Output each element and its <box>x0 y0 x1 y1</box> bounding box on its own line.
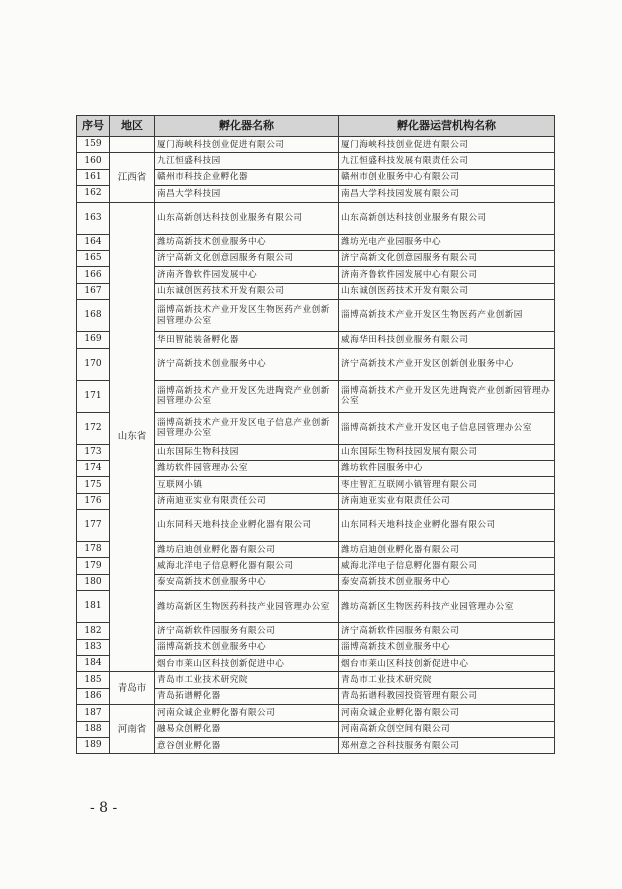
table-row <box>77 153 555 169</box>
row-index: 180 <box>77 574 110 590</box>
operator-name: 淄博高新技术产业开发区先进陶瓷产业创新园管理办公室 <box>339 380 555 412</box>
row-index: 177 <box>77 510 110 542</box>
operator-name: 济南迪亚实业有限责任公司 <box>339 493 555 509</box>
operator-name: 河南众诚企业孵化器有限公司 <box>339 705 555 721</box>
incubator-name: 河南众诚企业孵化器有限公司 <box>155 705 339 721</box>
row-index: 167 <box>77 283 110 299</box>
operator-name: 厦门海峡科技创业促进有限公司 <box>339 137 555 153</box>
incubator-name: 济宁高新文化创意园服务有限公司 <box>155 250 339 266</box>
operator-name: 淄博高新技术产业开发区生物医药产业创新园 <box>339 300 555 332</box>
header-operator-name: 孵化器运营机构名称 <box>339 116 555 137</box>
operator-name: 淄博高新技术产业开发区电子信息园管理办公室 <box>339 412 555 444</box>
row-region: 河南省 <box>110 705 155 754</box>
row-index: 184 <box>77 656 110 672</box>
row-index: 171 <box>77 380 110 412</box>
row-index: 186 <box>77 688 110 704</box>
operator-name: 潍坊光电产业园服务中心 <box>339 234 555 250</box>
row-index: 164 <box>77 234 110 250</box>
incubator-table-container <box>76 115 554 754</box>
incubator-name: 济南迪亚实业有限责任公司 <box>155 493 339 509</box>
operator-name: 枣庄智汇互联网小镇管理有限公司 <box>339 477 555 493</box>
row-index: 162 <box>77 186 110 202</box>
table-row <box>77 202 555 234</box>
row-index: 168 <box>77 300 110 332</box>
table-header-row <box>77 116 555 137</box>
incubator-name: 济南齐鲁软件园发展中心 <box>155 267 339 283</box>
operator-name: 济宁高新技术产业开发区创新创业服务中心 <box>339 348 555 380</box>
operator-name: 泰安高新技术创业服务中心 <box>339 574 555 590</box>
incubator-name: 华田智能装备孵化器 <box>155 332 339 348</box>
incubator-name: 泰安高新技术创业服务中心 <box>155 574 339 590</box>
operator-name: 威海华田科技创业服务有限公司 <box>339 332 555 348</box>
operator-name: 山东国际生物科技园发展有限公司 <box>339 444 555 460</box>
incubator-name: 烟台市莱山区科技创新促进中心 <box>155 656 339 672</box>
operator-name: 青岛拓谱科教园投资管理有限公司 <box>339 688 555 704</box>
row-index: 170 <box>77 348 110 380</box>
incubator-name: 融易众创孵化器 <box>155 721 339 737</box>
operator-name: 山东同科天地科技企业孵化器有限公司 <box>339 510 555 542</box>
table-row <box>77 672 555 688</box>
operator-name: 济宁高新软件园服务有限公司 <box>339 623 555 639</box>
incubator-name: 济宁高新软件园服务有限公司 <box>155 623 339 639</box>
incubator-name: 意谷创业孵化器 <box>155 737 339 753</box>
operator-name: 潍坊高新区生物医药科技产业园管理办公室 <box>339 591 555 623</box>
incubator-name: 淄博高新技术创业服务中心 <box>155 639 339 655</box>
row-index: 166 <box>77 267 110 283</box>
incubator-table <box>76 115 555 754</box>
incubator-name: 潍坊软件园管理办公室 <box>155 460 339 476</box>
row-region <box>110 137 155 153</box>
incubator-name: 济宁高新技术创业服务中心 <box>155 348 339 380</box>
incubator-name: 厦门海峡科技创业促进有限公司 <box>155 137 339 153</box>
row-index: 179 <box>77 558 110 574</box>
row-index: 176 <box>77 493 110 509</box>
row-region: 青岛市 <box>110 672 155 705</box>
row-index: 159 <box>77 137 110 153</box>
operator-name: 青岛市工业技术研究院 <box>339 672 555 688</box>
operator-name: 济南齐鲁软件园发展中心有限公司 <box>339 267 555 283</box>
incubator-name: 淄博高新技术产业开发区先进陶瓷产业创新园管理办公室 <box>155 380 339 412</box>
incubator-name: 威海北洋电子信息孵化器有限公司 <box>155 558 339 574</box>
incubator-name: 九江恒盛科技园 <box>155 153 339 169</box>
operator-name: 山东高新创达科技创业服务有限公司 <box>339 202 555 234</box>
operator-name: 南昌大学科技园发展有限公司 <box>339 186 555 202</box>
incubator-name: 赣州市科技企业孵化器 <box>155 169 339 185</box>
row-index: 181 <box>77 591 110 623</box>
row-index: 189 <box>77 737 110 753</box>
operator-name: 潍坊软件园服务中心 <box>339 460 555 476</box>
incubator-name: 山东诚创医药技术开发有限公司 <box>155 283 339 299</box>
table-body <box>77 137 555 754</box>
operator-name: 赣州市创业服务中心有限公司 <box>339 169 555 185</box>
operator-name: 河南高新众创空间有限公司 <box>339 721 555 737</box>
header-incubator-name: 孵化器名称 <box>155 116 339 137</box>
operator-name: 潍坊启迪创业孵化器有限公司 <box>339 542 555 558</box>
row-index: 160 <box>77 153 110 169</box>
incubator-name: 山东国际生物科技园 <box>155 444 339 460</box>
incubator-name: 山东高新创达科技创业服务有限公司 <box>155 202 339 234</box>
header-region: 地区 <box>110 116 155 137</box>
operator-name: 烟台市莱山区科技创新促进中心 <box>339 656 555 672</box>
operator-name: 威海北洋电子信息孵化器有限公司 <box>339 558 555 574</box>
incubator-name: 淄博高新技术产业开发区生物医药产业创新园管理办公室 <box>155 300 339 332</box>
row-index: 161 <box>77 169 110 185</box>
incubator-name: 青岛拓谱孵化器 <box>155 688 339 704</box>
incubator-name: 南昌大学科技园 <box>155 186 339 202</box>
row-index: 172 <box>77 412 110 444</box>
incubator-name: 淄博高新技术产业开发区电子信息产业创新园管理办公室 <box>155 412 339 444</box>
table-row <box>77 705 555 721</box>
row-index: 178 <box>77 542 110 558</box>
page-number: - 8 - <box>90 800 118 816</box>
row-index: 183 <box>77 639 110 655</box>
incubator-name: 潍坊启迪创业孵化器有限公司 <box>155 542 339 558</box>
incubator-name: 潍坊高新区生物医药科技产业园管理办公室 <box>155 591 339 623</box>
incubator-name: 潍坊高新技术创业服务中心 <box>155 234 339 250</box>
row-index: 188 <box>77 721 110 737</box>
row-index: 173 <box>77 444 110 460</box>
incubator-name: 青岛市工业技术研究院 <box>155 672 339 688</box>
incubator-name: 山东同科天地科技企业孵化器有限公司 <box>155 510 339 542</box>
row-index: 169 <box>77 332 110 348</box>
operator-name: 济宁高新文化创意园服务有限公司 <box>339 250 555 266</box>
operator-name: 山东诚创医药技术开发有限公司 <box>339 283 555 299</box>
row-region: 江西省 <box>110 153 155 202</box>
row-region: 山东省 <box>110 202 155 672</box>
row-index: 185 <box>77 672 110 688</box>
incubator-name: 互联网小镇 <box>155 477 339 493</box>
header-index: 序号 <box>77 116 110 137</box>
operator-name: 淄博高新技术创业服务中心 <box>339 639 555 655</box>
row-index: 187 <box>77 705 110 721</box>
row-index: 182 <box>77 623 110 639</box>
operator-name: 郑州意之谷科技服务有限公司 <box>339 737 555 753</box>
row-index: 175 <box>77 477 110 493</box>
table-row <box>77 137 555 153</box>
row-index: 174 <box>77 460 110 476</box>
operator-name: 九江恒盛科技发展有限责任公司 <box>339 153 555 169</box>
row-index: 165 <box>77 250 110 266</box>
row-index: 163 <box>77 202 110 234</box>
